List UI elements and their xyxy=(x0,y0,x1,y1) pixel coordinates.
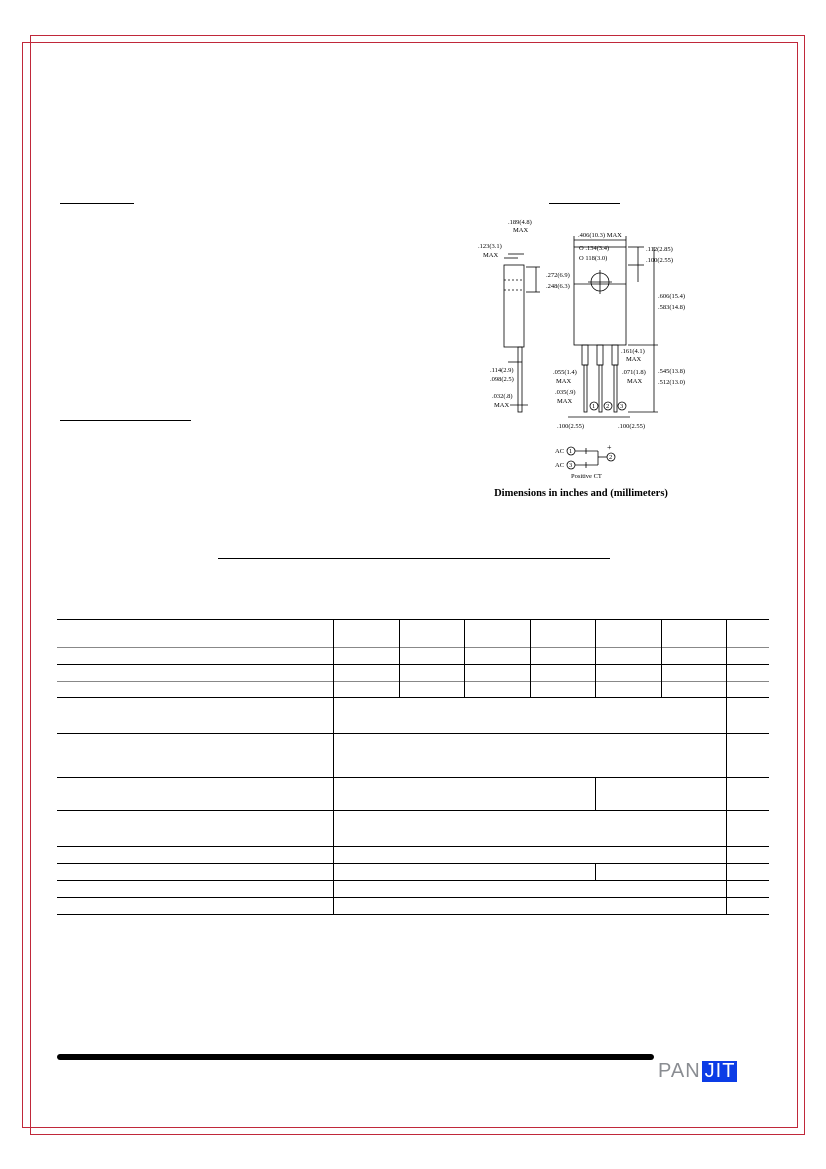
side-view-body xyxy=(504,265,524,347)
table-row xyxy=(57,811,769,847)
schematic-pin-3-label: 3 xyxy=(569,462,573,469)
section-underline-mechanical xyxy=(60,420,191,421)
schematic-plus: + xyxy=(607,443,612,452)
dim-lead-thickness-max: MAX xyxy=(494,402,510,409)
dim-tab-thickness-max: MAX xyxy=(483,252,499,259)
table-row xyxy=(57,665,769,682)
footer-rule xyxy=(57,1054,654,1060)
logo-jit-text: JIT xyxy=(702,1061,738,1082)
dim-lead-width-max: MAX xyxy=(556,378,572,385)
schematic-pin-1-label: 1 xyxy=(569,448,573,455)
pin-3-label: 3 xyxy=(620,403,624,410)
dim-pitch-right: .100(2.55) xyxy=(618,423,646,430)
dim-lead-width: .055(1.4) xyxy=(553,369,577,376)
dim-body-width: .406(10.3) MAX xyxy=(578,232,622,239)
pin-1-label: 1 xyxy=(592,403,596,410)
section-underline-package xyxy=(549,203,620,204)
dim-lead-width2: .071(1.8) xyxy=(622,369,646,376)
table-row xyxy=(57,898,769,915)
table-row xyxy=(57,648,769,665)
table-row xyxy=(57,734,769,778)
schematic-caption: Positive CT xyxy=(571,473,602,480)
dim-body-height-a: .606(15.4) xyxy=(658,293,686,300)
diagram-caption: Dimensions in inches and (millimeters) xyxy=(494,488,668,499)
table-row xyxy=(57,778,769,811)
dim-lead-offset-b: .098(2.5) xyxy=(490,376,514,383)
dim-lead-width2-max: MAX xyxy=(627,378,643,385)
dim-body-height-b: .583(14.8) xyxy=(658,304,686,311)
logo-pan-text: PAN xyxy=(658,1060,701,1082)
dim-tab-height-b: .248(6.3) xyxy=(546,283,570,290)
dim-lead-offset-a: .114(2.9) xyxy=(490,367,514,374)
side-view-lead xyxy=(518,347,522,412)
dim-hole-dia-a: O .134(3.4) xyxy=(579,245,610,252)
dim-tab-height-a: .272(6.9) xyxy=(546,272,570,279)
dim-lead-length-b: .512(13.0) xyxy=(658,379,686,386)
section-underline-features xyxy=(60,203,134,204)
table-row xyxy=(57,847,769,864)
table-row xyxy=(57,881,769,898)
dim-tab-thickness: .123(3.1) xyxy=(478,243,502,250)
dim-hole-offset-a: .112(2.85) xyxy=(646,246,673,253)
table-row xyxy=(57,864,769,881)
dim-lead-step: .161(4.1) xyxy=(621,348,645,355)
table-row xyxy=(57,698,769,734)
dim-top-width: .189(4.8) xyxy=(508,219,532,226)
schematic-ac-2: AC xyxy=(555,462,565,469)
dim-top-width-max: MAX xyxy=(513,227,529,234)
dim-hole-offset-b: .100(2.55) xyxy=(646,257,674,264)
dim-lead-step-max: MAX xyxy=(626,356,642,363)
dim-lead-thin: .035(.9) xyxy=(555,389,576,396)
dim-pitch-left: .100(2.55) xyxy=(557,423,585,430)
schematic-ac-1: AC xyxy=(555,448,565,455)
package-outline-drawing xyxy=(470,212,692,487)
page-border-inner xyxy=(30,35,805,1135)
section-underline-ratings xyxy=(218,558,610,559)
dim-lead-thickness: .032(.8) xyxy=(492,393,513,400)
ratings-table xyxy=(57,619,769,915)
dim-hole-dia-b: O 118(3.0) xyxy=(579,255,608,262)
dim-lead-length-a: .545(13.8) xyxy=(658,368,686,375)
table-row xyxy=(57,682,769,698)
table-header-row xyxy=(57,620,769,648)
panjit-logo xyxy=(658,1061,737,1082)
schematic-pin-2-label: 2 xyxy=(609,454,613,461)
pin-2-label: 2 xyxy=(606,403,610,410)
dim-lead-thin-max: MAX xyxy=(557,398,573,405)
